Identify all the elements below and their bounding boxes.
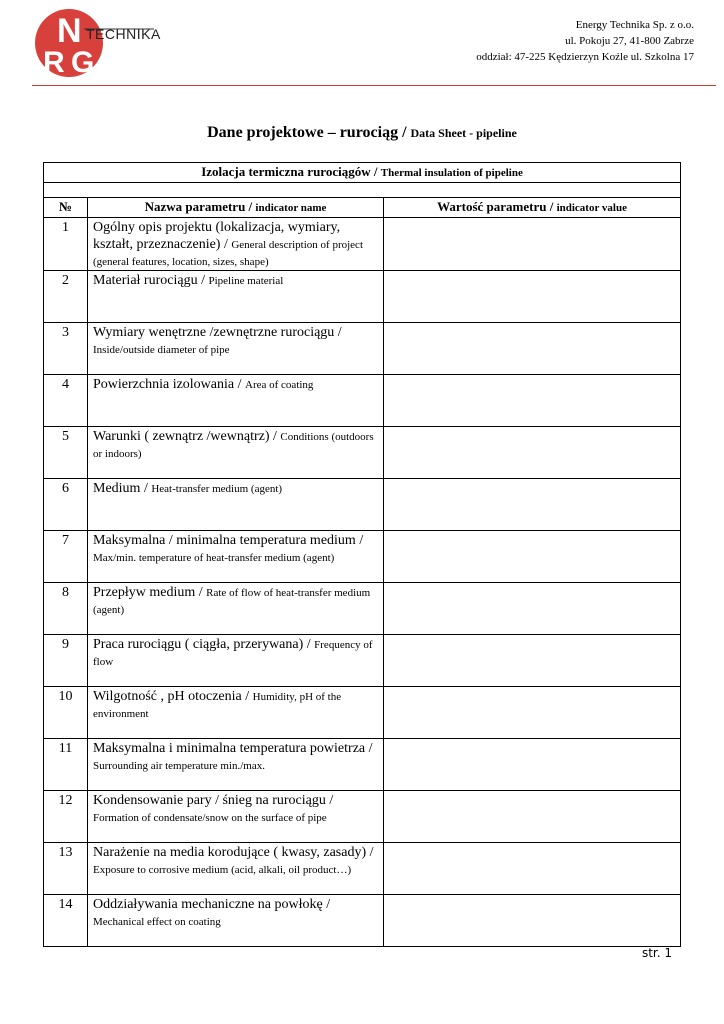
parameter-value-field[interactable]	[384, 583, 681, 635]
parameter-value-field[interactable]	[384, 271, 681, 323]
parameter-name-en: Max/min. temperature of heat-transfer medium (agent)	[93, 552, 335, 564]
parameter-name-pl: Przepływ medium /	[93, 585, 207, 600]
parameter-name-pl: Maksymalna / minimalna temperatura medium /	[93, 533, 364, 548]
company-name: Energy Technika Sp. z o.o.	[575, 19, 694, 31]
parameter-name-en: General description of project (general features, location, sizes, shape)	[93, 239, 363, 268]
parameter-value-field[interactable]	[384, 895, 681, 947]
table-row	[44, 375, 681, 427]
section-title: Izolacja termiczna rurociągów / Thermal insulation of pipeline	[44, 163, 681, 183]
parameter-value-field[interactable]	[384, 843, 681, 895]
parameter-value-field[interactable]	[384, 687, 681, 739]
logo-letter-r: R	[43, 46, 65, 78]
row-number: 4	[44, 375, 88, 427]
row-number: 5	[44, 427, 88, 479]
logo-letter-n: N	[57, 12, 82, 50]
parameter-name-en: Pipeline material	[208, 275, 284, 287]
parameter-value-field[interactable]	[384, 531, 681, 583]
row-number: 2	[44, 271, 88, 323]
parameter-name-en: Surrounding air temperature min./max.	[93, 760, 265, 772]
row-number: 9	[44, 635, 88, 687]
table-row	[44, 739, 681, 791]
title-english: Data Sheet - pipeline	[410, 126, 517, 140]
header-divider	[32, 85, 716, 86]
table-row	[44, 583, 681, 635]
parameter-name-en: Formation of condensate/snow on the surface of pipe	[93, 812, 327, 824]
title-main: Dane projektowe – rurociąg /	[207, 124, 411, 141]
section-header-row	[44, 163, 681, 183]
company-logo	[34, 8, 174, 78]
table-row	[44, 843, 681, 895]
table-row	[44, 791, 681, 843]
parameter-name-en: Rate of flow of heat-transfer medium (agent)	[93, 587, 371, 616]
row-number: 6	[44, 479, 88, 531]
table-row	[44, 635, 681, 687]
row-number: 14	[44, 895, 88, 947]
table-row	[44, 218, 681, 271]
parameter-name	[88, 323, 384, 375]
parameter-name	[88, 375, 384, 427]
table-row	[44, 895, 681, 947]
column-header-name: Nazwa parametru / indicator name	[88, 198, 384, 218]
table-row	[44, 323, 681, 375]
parameters-table	[43, 162, 681, 947]
table-row	[44, 687, 681, 739]
table-row	[44, 427, 681, 479]
parameter-name	[88, 271, 384, 323]
parameter-name-pl: Powierzchnia izolowania /	[93, 377, 246, 392]
row-number: 10	[44, 687, 88, 739]
parameter-name	[88, 739, 384, 791]
column-header-number: №	[44, 198, 88, 218]
company-street: ul. Pokoju 27, 41-800 Zabrze	[565, 35, 694, 47]
row-number: 8	[44, 583, 88, 635]
column-header-row	[44, 198, 681, 218]
parameter-name	[88, 635, 384, 687]
parameter-name	[88, 895, 384, 947]
company-address	[476, 17, 694, 65]
parameter-name	[88, 583, 384, 635]
parameter-name-pl: Materiał rurociągu /	[93, 273, 209, 288]
row-number: 13	[44, 843, 88, 895]
parameter-value-field[interactable]	[384, 323, 681, 375]
parameter-name-en: Inside/outside diameter of pipe	[93, 344, 230, 356]
parameter-value-field[interactable]	[384, 375, 681, 427]
parameter-name-en: Exposure to corrosive medium (acid, alkali, oil product…)	[93, 864, 352, 876]
parameter-name-pl: Narażenie na media korodujące ( kwasy, zasady) /	[93, 845, 374, 860]
parameter-value-field[interactable]	[384, 218, 681, 271]
parameter-value-field[interactable]	[384, 479, 681, 531]
parameter-name-en: Mechanical effect on coating	[93, 916, 221, 928]
row-number: 12	[44, 791, 88, 843]
parameter-name-pl: Medium /	[93, 481, 152, 496]
table-row	[44, 531, 681, 583]
parameter-rows	[44, 218, 681, 947]
row-number: 3	[44, 323, 88, 375]
parameter-value-field[interactable]	[384, 739, 681, 791]
page-number: str. 1	[641, 946, 672, 960]
parameter-name	[88, 218, 384, 271]
table-row	[44, 271, 681, 323]
document-title	[0, 124, 724, 142]
parameter-name-pl: Warunki ( zewnątrz /wewnątrz) /	[93, 429, 281, 444]
row-number: 11	[44, 739, 88, 791]
parameter-name	[88, 479, 384, 531]
table-row	[44, 479, 681, 531]
logo-wordmark: TECHNIKA	[86, 26, 161, 42]
parameter-name-pl: Praca rurociągu ( ciągła, przerywana) /	[93, 637, 315, 652]
parameter-name-en: Humidity, pH of the environment	[93, 691, 342, 720]
parameter-name	[88, 531, 384, 583]
column-header-value: Wartość parametru / indicator value	[384, 198, 681, 218]
parameter-value-field[interactable]	[384, 791, 681, 843]
parameter-name-en: Heat-transfer medium (agent)	[151, 483, 283, 495]
parameter-name-en: Conditions (outdoors or indoors)	[93, 431, 374, 460]
company-branch: oddział: 47-225 Kędzierzyn Koźle ul. Szkolna 17	[476, 51, 694, 63]
parameter-name-en: Area of coating	[245, 379, 314, 391]
parameter-name	[88, 427, 384, 479]
logo-letter-g: G	[71, 46, 95, 78]
parameter-name-en: Frequency of flow	[93, 639, 373, 668]
parameter-name-pl: Oddziaływania mechaniczne na powłokę /	[93, 897, 331, 912]
parameter-name	[88, 843, 384, 895]
row-number: 1	[44, 218, 88, 271]
parameter-name-pl: Wilgotność , pH otoczenia /	[93, 689, 253, 704]
parameter-name-pl: Wymiary wenętrzne /zewnętrzne rurociągu /	[93, 325, 342, 340]
spacer-row	[44, 183, 681, 198]
parameter-name-pl: Kondensowanie pary / śnieg na rurociągu /	[93, 793, 334, 808]
parameter-value-field[interactable]	[384, 635, 681, 687]
parameter-name-pl: Ogólny opis projektu (lokalizacja, wymiary, kształt, przeznaczenie) /	[93, 220, 341, 252]
parameter-name-pl: Maksymalna i minimalna temperatura powietrza /	[93, 741, 373, 756]
parameter-name	[88, 687, 384, 739]
row-number: 7	[44, 531, 88, 583]
parameter-value-field[interactable]	[384, 427, 681, 479]
parameter-name	[88, 791, 384, 843]
